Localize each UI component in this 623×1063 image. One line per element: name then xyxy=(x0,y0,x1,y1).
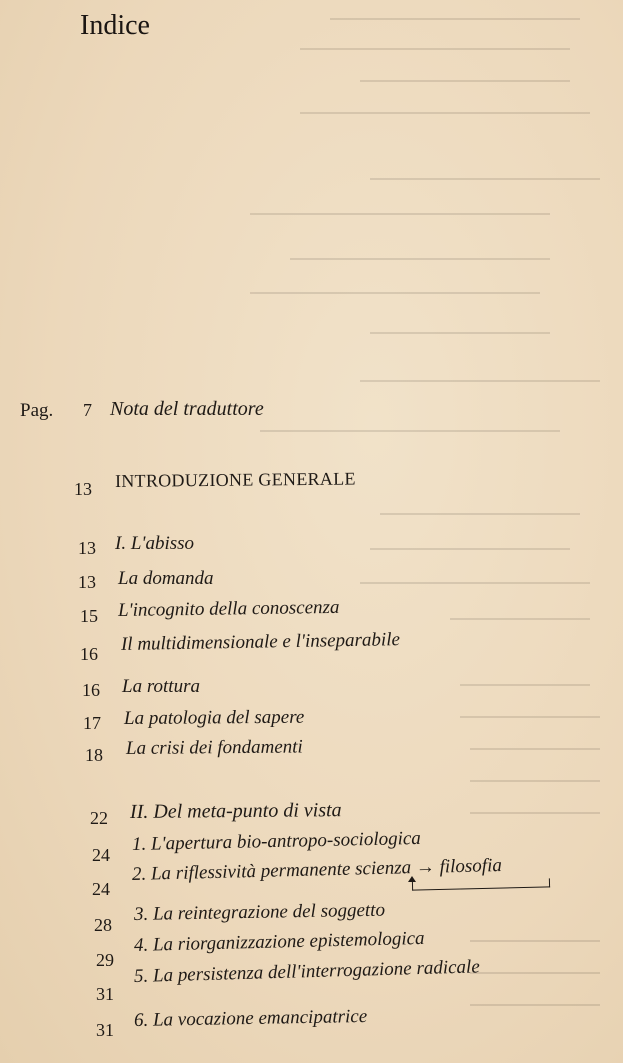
toc-entry-title: II. Del meta-punto di vista xyxy=(129,799,342,823)
toc-page-number: 17 xyxy=(83,713,101,733)
toc-page-number: 7 xyxy=(83,400,92,420)
toc-entry-title: 2. La riflessività permanente scienza → filosofia xyxy=(131,854,503,885)
toc-entry-title: 4. La riorganizzazione epistemologica xyxy=(133,927,425,956)
toc-entry-title: La crisi dei fondamenti xyxy=(125,736,303,759)
toc-entry-title: 6. La vocazione emancipatrice xyxy=(133,1005,368,1031)
toc-page-number: 24 xyxy=(92,879,110,899)
toc-page-number: 22 xyxy=(90,808,108,828)
toc-page-number: 31 xyxy=(96,1020,114,1040)
toc-page-number: 13 xyxy=(78,538,96,558)
toc-entry-title: La domanda xyxy=(118,568,214,589)
toc-entry-title: La patologia del sapere xyxy=(123,706,305,729)
toc-page-number: 18 xyxy=(85,745,103,765)
arrow-up-icon xyxy=(408,876,416,882)
toc-entry-title: 1. L'apertura bio-antropo-sociologica xyxy=(131,827,422,855)
toc-page-number: 16 xyxy=(82,680,100,700)
toc-entry-title: 3. La reintegrazione del soggetto xyxy=(133,899,386,925)
reflexive-arrow-mark xyxy=(412,878,550,890)
toc-entry-title: INTRODUZIONE GENERALE xyxy=(114,468,356,491)
toc-entry-title: La rottura xyxy=(122,676,200,697)
toc-page-number: 13 xyxy=(78,572,96,592)
toc-entry-title: L'incognito della conoscenza xyxy=(117,596,340,621)
toc-page-number: 13 xyxy=(74,479,92,499)
toc-page-number: 28 xyxy=(94,915,112,935)
toc-page-number: 16 xyxy=(80,644,98,664)
toc-page-number: 24 xyxy=(92,845,110,865)
toc-entry-title: Nota del traduttore xyxy=(110,398,264,420)
page-label: Pag. xyxy=(20,400,54,421)
toc-page-number: 29 xyxy=(96,950,114,970)
toc-page-number: 15 xyxy=(80,606,98,626)
toc-page-number: 31 xyxy=(96,984,114,1004)
toc-entry-title: Il multidimensionale e l'inseparabile xyxy=(120,629,401,655)
toc-entry-title: 5. La persistenza dell'interrogazione radicale xyxy=(133,956,481,987)
toc-entry-title: I. L'abisso xyxy=(115,533,195,554)
page-title: Indice xyxy=(80,10,150,41)
